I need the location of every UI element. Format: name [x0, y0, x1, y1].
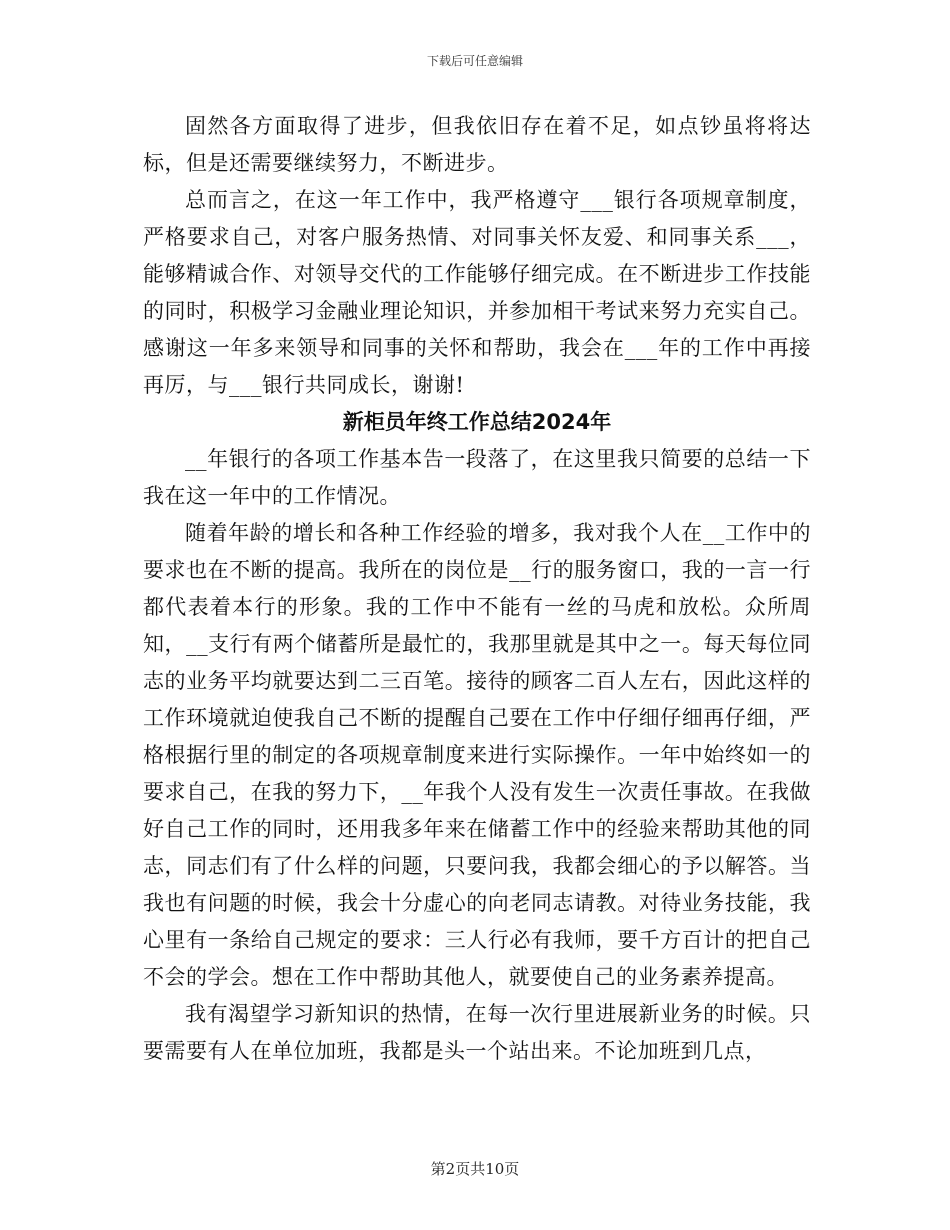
- paragraph-1: 固然各方面取得了进步，但我依旧存在着不足，如点钞虽将将达标，但是还需要继续努力，不断进步。: [143, 114, 811, 175]
- page-header: 下载后可任意编辑: [426, 54, 523, 68]
- paragraph-5: 我有渴望学习新知识的热情，在每一次行里进展新业务的时候。只要需要有人在单位加班，我都是头一个站出来。不论加班到几点，: [143, 1002, 811, 1063]
- paragraph-4: 随着年龄的增长和各种工作经验的增多，我对我个人在__工作中的要求也在不断的提高。我所在的岗位是__行的服务窗口，我的一言一行都代表着本行的形象。我的工作中不能有一丝的马虎和放松。众所周知，__支行有两个储蓄所是最忙的，我那里就是其中之一。每天每位同志的业务平均就要达到二三百笔。接待的顾客二百人左右，因此这样的工作环境就迫使我自己不断的提醒自己要在工作中仔细仔细再仔细，严格根据行里的制定的各项规章制度来进行实际操作。一年中始终如一的要求自己，在我的努力下，__年我个人没有发生一次责任事故。在我做好自己工作的同时，还用我多年来在储蓄工作中的经验来帮助其他的同志，同志们有了什么样的问题，只要问我，我都会细心的予以解答。当我也有问题的时候，我会十分虚心的向老同志请教。对待业务技能，我心里有一条给自己规定的要求：三人行必有我师，要千方百计的把自己不会的学会。想在工作中帮助其他人，就要使自己的业务素养提高。: [143, 521, 811, 989]
- section-title: 新柜员年终工作总结2024年: [342, 410, 612, 434]
- page-footer: 第2页共10页: [430, 1160, 520, 1178]
- paragraph-3: __年银行的各项工作基本告一段落了，在这里我只简要的总结一下我在这一年中的工作情况。: [143, 447, 811, 508]
- document-body: [143, 108, 811, 1070]
- paragraph-2: 总而言之，在这一年工作中，我严格遵守___银行各项规章制度，严格要求自己，对客户服务热情、对同事关怀友爱、和同事关系___，能够精诚合作、对领导交代的工作能够仔细完成。在不断进步工作技能的同时，积极学习金融业理论知识，并参加相干考试来努力充实自己。感谢这一年多来领导和同事的关怀和帮助，我会在___年的工作中再接再厉，与___银行共同成长，谢谢!: [143, 188, 811, 397]
